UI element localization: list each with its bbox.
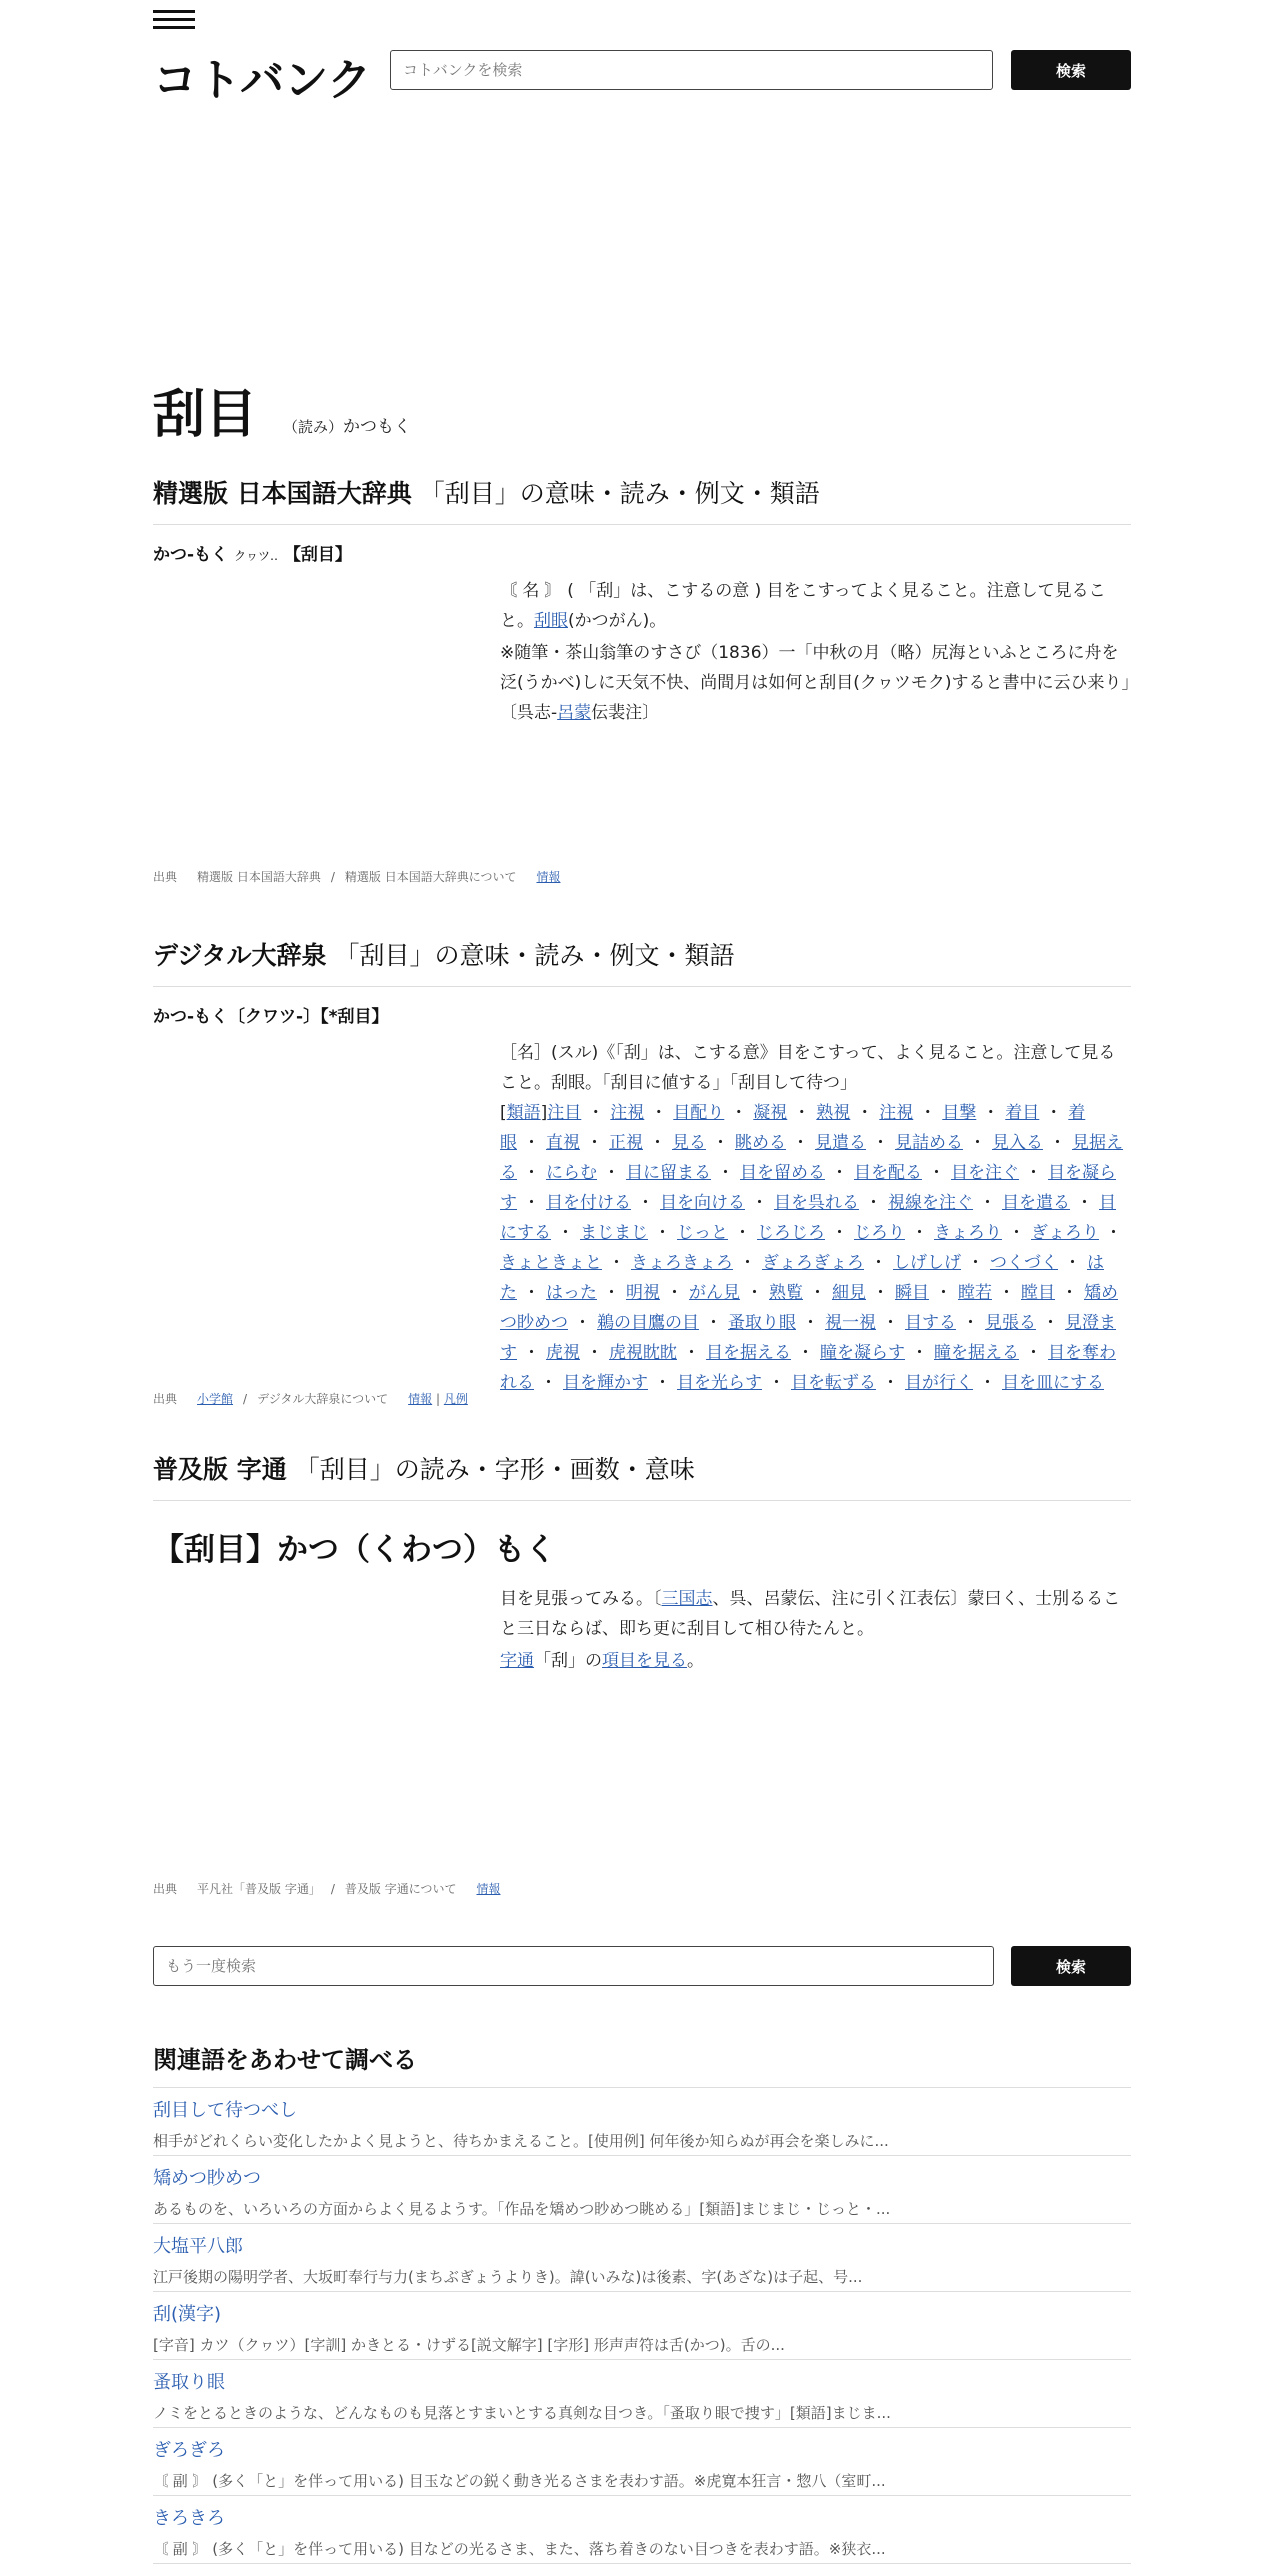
separator-dot: ・ xyxy=(650,1103,668,1123)
separator-dot: ・ xyxy=(586,1133,603,1153)
related-word-description: 〘 副 〙 (多く「と」を伴って用いる) 目などの光るさま、また、落ち着きのない目つきを表わす語。※狭衣... xyxy=(153,2540,886,2558)
separator-dot: ・ xyxy=(1105,1223,1122,1243)
separator-dot: ・ xyxy=(928,1163,945,1183)
reading-label: （読み） xyxy=(283,418,344,436)
synonym-link[interactable]: 目を配る xyxy=(854,1163,922,1183)
synonym-link[interactable]: つくづく xyxy=(990,1253,1058,1273)
synonym-link[interactable]: 鵜の目鷹の目 xyxy=(597,1313,699,1333)
separator-dot: ・ xyxy=(712,1133,729,1153)
related-word-item xyxy=(153,2428,1131,2496)
legend-link[interactable]: 凡例 xyxy=(443,1392,468,1406)
synonym-link[interactable]: がん見 xyxy=(689,1283,740,1303)
synonym-link[interactable]: 目する xyxy=(905,1313,956,1333)
separator-dot: ・ xyxy=(856,1103,874,1123)
related-word-item xyxy=(153,2088,1131,2156)
separator-dot: ・ xyxy=(1008,1223,1025,1243)
synonym-link[interactable]: まじまじ xyxy=(580,1223,648,1243)
separator-dot: ・ xyxy=(637,1193,654,1213)
synonym-link[interactable]: 目を呉れる xyxy=(774,1193,859,1213)
dictionary-name: デジタル大辞泉 xyxy=(153,941,327,970)
separator-dot: ・ xyxy=(1045,1103,1063,1123)
separator-dot: ・ xyxy=(1025,1163,1042,1183)
separator-dot: ・ xyxy=(1076,1193,1093,1213)
synonym-link[interactable]: 目を凝らす xyxy=(500,1163,1116,1213)
source-about: デジタル大辞泉について xyxy=(257,1392,389,1406)
separator-dot: ・ xyxy=(793,1103,811,1123)
synonym-link[interactable]: ぎょろぎょろ xyxy=(762,1253,864,1273)
synonym-link[interactable]: 見遣る xyxy=(815,1133,866,1153)
synonym-link[interactable]: 目を留める xyxy=(740,1163,825,1183)
synonym-link[interactable]: 虎視眈眈 xyxy=(609,1343,677,1363)
source-line: 出典 平凡社「普及版 字通」 / 普及版 字通について 情報 xyxy=(153,1882,501,1896)
source-label: 出典 xyxy=(153,1392,178,1406)
synonym-link[interactable]: きょときょと xyxy=(500,1253,602,1273)
related-words-heading: 関連語をあわせて調べる xyxy=(153,2040,1131,2088)
section-heading-jitsu xyxy=(153,1450,1131,1501)
separator-dot: ・ xyxy=(1042,1313,1059,1333)
separator-dot: ・ xyxy=(586,1343,603,1363)
synonym-link[interactable]: 明視 xyxy=(626,1283,660,1303)
see-also-paragraph xyxy=(500,1646,1131,1676)
entry-kanji: 【刮目】 xyxy=(283,545,352,565)
synonym-link[interactable]: 目を注ぐ xyxy=(951,1163,1019,1183)
definition-text: 〘 名 〙 ( 「刮」は、こするの意 ) 目をこすってよく見ること。注意して見ること。 xyxy=(500,581,1106,631)
info-link[interactable]: 情報 xyxy=(408,1392,433,1406)
synonym-link[interactable]: 見詰める xyxy=(895,1133,963,1153)
definition-text: (かつがん)。 xyxy=(568,611,667,631)
separator-dot: ・ xyxy=(998,1283,1015,1303)
source-about: 精選版 日本国語大辞典について xyxy=(344,870,517,884)
citation-paragraph xyxy=(500,638,1131,728)
synonym-link[interactable]: 熟覧 xyxy=(769,1283,803,1303)
search-button[interactable]: 検索 xyxy=(1011,50,1131,90)
related-word-description: あるものを、いろいろの方面からよく見るようす。「作品を矯めつ眇めつ眺める」[類語]まじまじ・じっと・... xyxy=(153,2200,891,2218)
synonym-link[interactable]: 注視 xyxy=(879,1103,914,1123)
ruigo-link[interactable]: 類語 xyxy=(506,1103,541,1123)
separator-dot: ・ xyxy=(882,1313,899,1333)
related-word-description: 相手がどれくらい変化したかよく見ようと、待ちかまえること。[使用例] 何年後か知らぬが再会を楽しみに... xyxy=(153,2132,889,2150)
synonym-link[interactable]: 目を据える xyxy=(706,1343,791,1363)
separator-dot: ・ xyxy=(574,1313,591,1333)
synonym-link[interactable]: 視線を注ぐ xyxy=(888,1193,973,1213)
section-heading-daijisen xyxy=(153,936,1131,987)
synonym-link[interactable]: にらむ xyxy=(546,1163,597,1183)
separator-dot: ・ xyxy=(919,1103,937,1123)
synonym-link[interactable]: 目を皿にする xyxy=(1002,1373,1104,1393)
related-word-link[interactable]: 矯めつ眇めつ xyxy=(153,2168,261,2189)
hamburger-menu-icon[interactable] xyxy=(153,10,195,32)
separator-dot: ・ xyxy=(523,1163,540,1183)
jitsu-link[interactable]: 字通 xyxy=(500,1651,534,1671)
separator-dot: ・ xyxy=(730,1103,748,1123)
related-word-item xyxy=(153,2496,1131,2564)
synonym-link[interactable]: 瞳を据える xyxy=(934,1343,1019,1363)
related-word-description: [字音] カツ（クヮツ）[字訓] かきとる・けずる[説文解字] [字形] 形声声符は舌(かつ)。舌の... xyxy=(153,2336,785,2354)
search-again-input[interactable] xyxy=(153,1946,994,1986)
separator-dot: ・ xyxy=(523,1283,540,1303)
synonym-link[interactable]: 目を光らす xyxy=(677,1373,762,1393)
separator-dot: ・ xyxy=(911,1223,928,1243)
search-again-button[interactable]: 検索 xyxy=(1011,1946,1131,1986)
synonym-link[interactable]: 目を遣る xyxy=(1002,1193,1070,1213)
term-link[interactable]: 三国志 xyxy=(661,1589,713,1609)
separator-dot: ・ xyxy=(734,1223,751,1243)
synonym-link[interactable]: 蚤取り眼 xyxy=(728,1313,796,1333)
info-link[interactable]: 情報 xyxy=(476,1882,501,1896)
related-word-item xyxy=(153,2292,1131,2360)
definition xyxy=(500,1584,1131,1678)
source-line: 出典 精選版 日本国語大辞典 / 精選版 日本国語大辞典について 情報 xyxy=(153,870,561,884)
synonym-link[interactable]: 直視 xyxy=(546,1133,580,1153)
site-logo[interactable]: コトバンク xyxy=(153,55,372,106)
synonym-link[interactable]: 注目 xyxy=(547,1103,582,1123)
separator: | xyxy=(435,1392,441,1406)
synonym-link[interactable]: しげしげ xyxy=(893,1253,961,1273)
synonym-link[interactable]: 正視 xyxy=(609,1133,643,1153)
source-line: 出典 小学館 / デジタル大辞泉について 情報 | 凡例 xyxy=(153,1392,468,1406)
synonym-link[interactable]: 瞠若 xyxy=(958,1283,992,1303)
separator-dot: ・ xyxy=(911,1343,928,1363)
definition-paragraph: ［名］(スル)《「刮」は、こする意》目をこすって、よく見ること。注意して見ること。刮眼。「刮目に値する」「刮目して待つ」 xyxy=(500,1043,1116,1093)
related-word-description: 〘 副 〙 (多く「と」を伴って用いる) 目玉などの鋭く動き光るさまを表わす語。※虎寛本狂言・惣八（室町... xyxy=(153,2472,886,2490)
synonym-link[interactable]: 目配り xyxy=(673,1103,725,1123)
definition-paragraph xyxy=(500,1584,1131,1644)
separator-dot: ・ xyxy=(967,1253,984,1273)
separator-dot: ・ xyxy=(797,1343,814,1363)
separator-dot: ・ xyxy=(768,1373,785,1393)
related-word-item xyxy=(153,2360,1131,2428)
synonym-link[interactable]: 見澄ます xyxy=(500,1313,1116,1363)
separator-dot: ・ xyxy=(608,1253,625,1273)
synonym-link[interactable]: 瞳を凝らす xyxy=(820,1343,905,1363)
synonym-link[interactable]: 目を向ける xyxy=(660,1193,745,1213)
synonym-link[interactable]: 見張る xyxy=(985,1313,1036,1333)
separator-dot: ・ xyxy=(587,1103,605,1123)
bracket: ] xyxy=(540,1103,548,1123)
related-words-list xyxy=(153,2088,1131,2564)
separator-dot: ・ xyxy=(865,1193,882,1213)
related-word-item xyxy=(153,2156,1131,2224)
citation-text: 伝裴注〕 xyxy=(591,703,660,723)
section-subtitle: 「刮目」の意味・読み・例文・類語 xyxy=(419,479,820,508)
separator-dot: ・ xyxy=(802,1313,819,1333)
section-subtitle: 「刮目」の意味・読み・例文・類語 xyxy=(334,941,735,970)
synonym-link[interactable]: 熟視 xyxy=(816,1103,851,1123)
synonym-link[interactable]: きょろり xyxy=(934,1223,1002,1243)
synonym-link[interactable]: 着目 xyxy=(1005,1103,1040,1123)
synonym-link[interactable]: 目を転ずる xyxy=(791,1373,876,1393)
related-word-description: 江戸後期の陽明学者、大坂町奉行与力(まちぶぎょうよりき)。諱(いみな)は後素、字(あざな)は子起、号... xyxy=(153,2268,863,2286)
related-word-link[interactable]: 大塩平八郎 xyxy=(153,2236,243,2257)
separator-dot: ・ xyxy=(654,1223,671,1243)
synonym-link[interactable]: じろじろ xyxy=(757,1223,825,1243)
separator-dot: ・ xyxy=(872,1283,889,1303)
separator-dot: ・ xyxy=(683,1343,700,1363)
synonym-link[interactable]: 目を輝かす xyxy=(563,1373,648,1393)
definition xyxy=(500,1038,1131,1100)
synonym-link[interactable]: 目を奪われる xyxy=(500,1343,1116,1393)
info-link[interactable]: 情報 xyxy=(536,870,561,884)
related-word-link[interactable]: 刮目して待つべし xyxy=(153,2100,297,2121)
section-subtitle: 「刮目」の読み・字形・画数・意味 xyxy=(294,1455,695,1484)
synonym-link[interactable]: 見入る xyxy=(992,1133,1043,1153)
synonym-link[interactable]: 凝視 xyxy=(753,1103,788,1123)
separator-dot: ・ xyxy=(540,1373,557,1393)
synonym-link[interactable]: 見据える xyxy=(500,1133,1123,1183)
synonym-link[interactable]: 視一視 xyxy=(825,1313,876,1333)
separator-dot: ・ xyxy=(882,1373,899,1393)
synonym-link[interactable]: じっと xyxy=(677,1223,728,1243)
separator-dot: ・ xyxy=(751,1193,768,1213)
synonym-link[interactable]: 目を付ける xyxy=(546,1193,631,1213)
separator-dot: ・ xyxy=(523,1133,540,1153)
synonym-link[interactable]: 瞬目 xyxy=(895,1283,929,1303)
definition xyxy=(500,576,1131,730)
separator-dot: ・ xyxy=(1049,1133,1066,1153)
separator-dot: ・ xyxy=(557,1223,574,1243)
separator-dot: ・ xyxy=(649,1133,666,1153)
reading-value: かつもく xyxy=(343,417,412,437)
definition-paragraph xyxy=(500,576,1131,636)
synonym-link[interactable]: 虎視 xyxy=(546,1343,580,1363)
see-also-text: 。 xyxy=(687,1651,704,1671)
separator-dot: ・ xyxy=(982,1103,1000,1123)
headword: 刮目 xyxy=(153,385,258,445)
see-also-text: 「刮」の xyxy=(534,1651,602,1671)
separator-dot: ・ xyxy=(1061,1283,1078,1303)
synonym-link[interactable]: 見る xyxy=(672,1133,706,1153)
definition-text: 目を見張ってみる。〔 xyxy=(500,1589,662,1609)
related-word-link[interactable]: ぎろぎろ xyxy=(153,2440,225,2461)
dictionary-name: 精選版 日本国語大辞典 xyxy=(153,479,412,508)
synonym-link[interactable]: 注視 xyxy=(610,1103,645,1123)
synonym-link[interactable]: 目撃 xyxy=(942,1103,977,1123)
synonym-link[interactable]: 矯めつ眇めつ xyxy=(500,1283,1118,1333)
separator-dot: ・ xyxy=(979,1373,996,1393)
separator-dot: ・ xyxy=(831,1223,848,1243)
related-word-link[interactable]: きろきろ xyxy=(153,2508,225,2529)
synonym-link[interactable]: はった xyxy=(546,1283,597,1303)
entry-reading: かつ-もく xyxy=(153,545,229,565)
synonym-link[interactable]: きょろきょろ xyxy=(631,1253,733,1273)
separator-dot: ・ xyxy=(1064,1253,1081,1273)
separator-dot: ・ xyxy=(603,1163,620,1183)
separator-dot: ・ xyxy=(523,1343,540,1363)
separator-dot: ・ xyxy=(969,1133,986,1153)
source-name: 平凡社「普及版 字通」 xyxy=(197,1882,321,1896)
synonym-link[interactable]: はた xyxy=(500,1253,1104,1303)
page-title xyxy=(153,372,411,447)
separator-dot: ・ xyxy=(746,1283,763,1303)
citation-text: ※随筆・茶山翁筆のすさび（1836）一「中秋の月（略）尻海といふところに舟を泛(うかべ)しに天気不快、尚間月は如何と刮目(クヮツモク)すると書中に云ひ来り」〔呉志- xyxy=(500,643,1131,723)
entry-heading xyxy=(153,540,352,565)
search-input[interactable] xyxy=(390,50,993,90)
synonym-link[interactable]: 目に留まる xyxy=(626,1163,711,1183)
separator-dot: ・ xyxy=(603,1283,620,1303)
synonym-link[interactable]: 目にする xyxy=(500,1193,1116,1243)
related-word-description: ノミをとるときのような、どんなものも見落とすまいとする真剣な目つき。「蚤取り眼で捜す」[類語]まじま... xyxy=(153,2404,891,2422)
entry-heading: かつ-もく〔クワツ-〕【*刮目】 xyxy=(153,1007,389,1027)
related-word-link[interactable]: 刮(漢字) xyxy=(153,2304,222,2325)
source-label: 出典 xyxy=(153,1882,178,1896)
synonym-link[interactable]: 眺める xyxy=(735,1133,786,1153)
section-heading-seisenban xyxy=(153,474,1131,525)
synonym-link[interactable]: 着眼 xyxy=(500,1103,1086,1153)
separator-dot: ・ xyxy=(666,1283,683,1303)
separator-dot: ・ xyxy=(935,1283,952,1303)
bracket: [ xyxy=(500,1103,507,1123)
synonym-link[interactable]: ぎょろり xyxy=(1031,1223,1099,1243)
term-link[interactable]: 刮眼 xyxy=(534,611,568,631)
synonym-list xyxy=(500,1098,1131,1398)
entry-title: 【刮目】かつ（くわつ）もく xyxy=(153,1532,556,1568)
separator-dot: ・ xyxy=(809,1283,826,1303)
separator-dot: ・ xyxy=(523,1193,540,1213)
term-link[interactable]: 呂蒙 xyxy=(557,703,592,723)
separator-dot: ・ xyxy=(654,1373,671,1393)
synonym-link[interactable]: じろり xyxy=(854,1223,905,1243)
separator-dot: ・ xyxy=(792,1133,809,1153)
separator-dot: ・ xyxy=(872,1133,889,1153)
separator-dot: ・ xyxy=(717,1163,734,1183)
source-name: 精選版 日本国語大辞典 xyxy=(197,870,321,884)
see-entry-link[interactable]: 項目を見る xyxy=(602,1651,687,1671)
synonym-link[interactable]: 瞠目 xyxy=(1021,1283,1055,1303)
separator-dot: ・ xyxy=(870,1253,887,1273)
reading xyxy=(283,412,411,437)
source-label: 出典 xyxy=(153,870,178,884)
separator-dot: ・ xyxy=(979,1193,996,1213)
separator-dot: ・ xyxy=(962,1313,979,1333)
separator-dot: ・ xyxy=(739,1253,756,1273)
dictionary-name: 普及版 字通 xyxy=(153,1455,287,1484)
separator-dot: ・ xyxy=(1025,1343,1042,1363)
synonym-link[interactable]: 細見 xyxy=(832,1283,866,1303)
related-word-link[interactable]: 蚤取り眼 xyxy=(153,2372,225,2393)
source-about: 普及版 字通について xyxy=(344,1882,457,1896)
related-word-item xyxy=(153,2224,1131,2292)
separator-dot: ・ xyxy=(705,1313,722,1333)
definition-text: 、呉、呂蒙伝、注に引く江表伝〕蒙曰く、士別るること三日ならば、即ち更に刮目して相ひ待たんと。 xyxy=(500,1589,1121,1639)
synonym-link[interactable]: 目が行く xyxy=(905,1373,973,1393)
publisher-link[interactable]: 小学館 xyxy=(197,1392,234,1406)
separator-dot: ・ xyxy=(831,1163,848,1183)
entry-kana: クヮツ‥ xyxy=(233,549,278,563)
